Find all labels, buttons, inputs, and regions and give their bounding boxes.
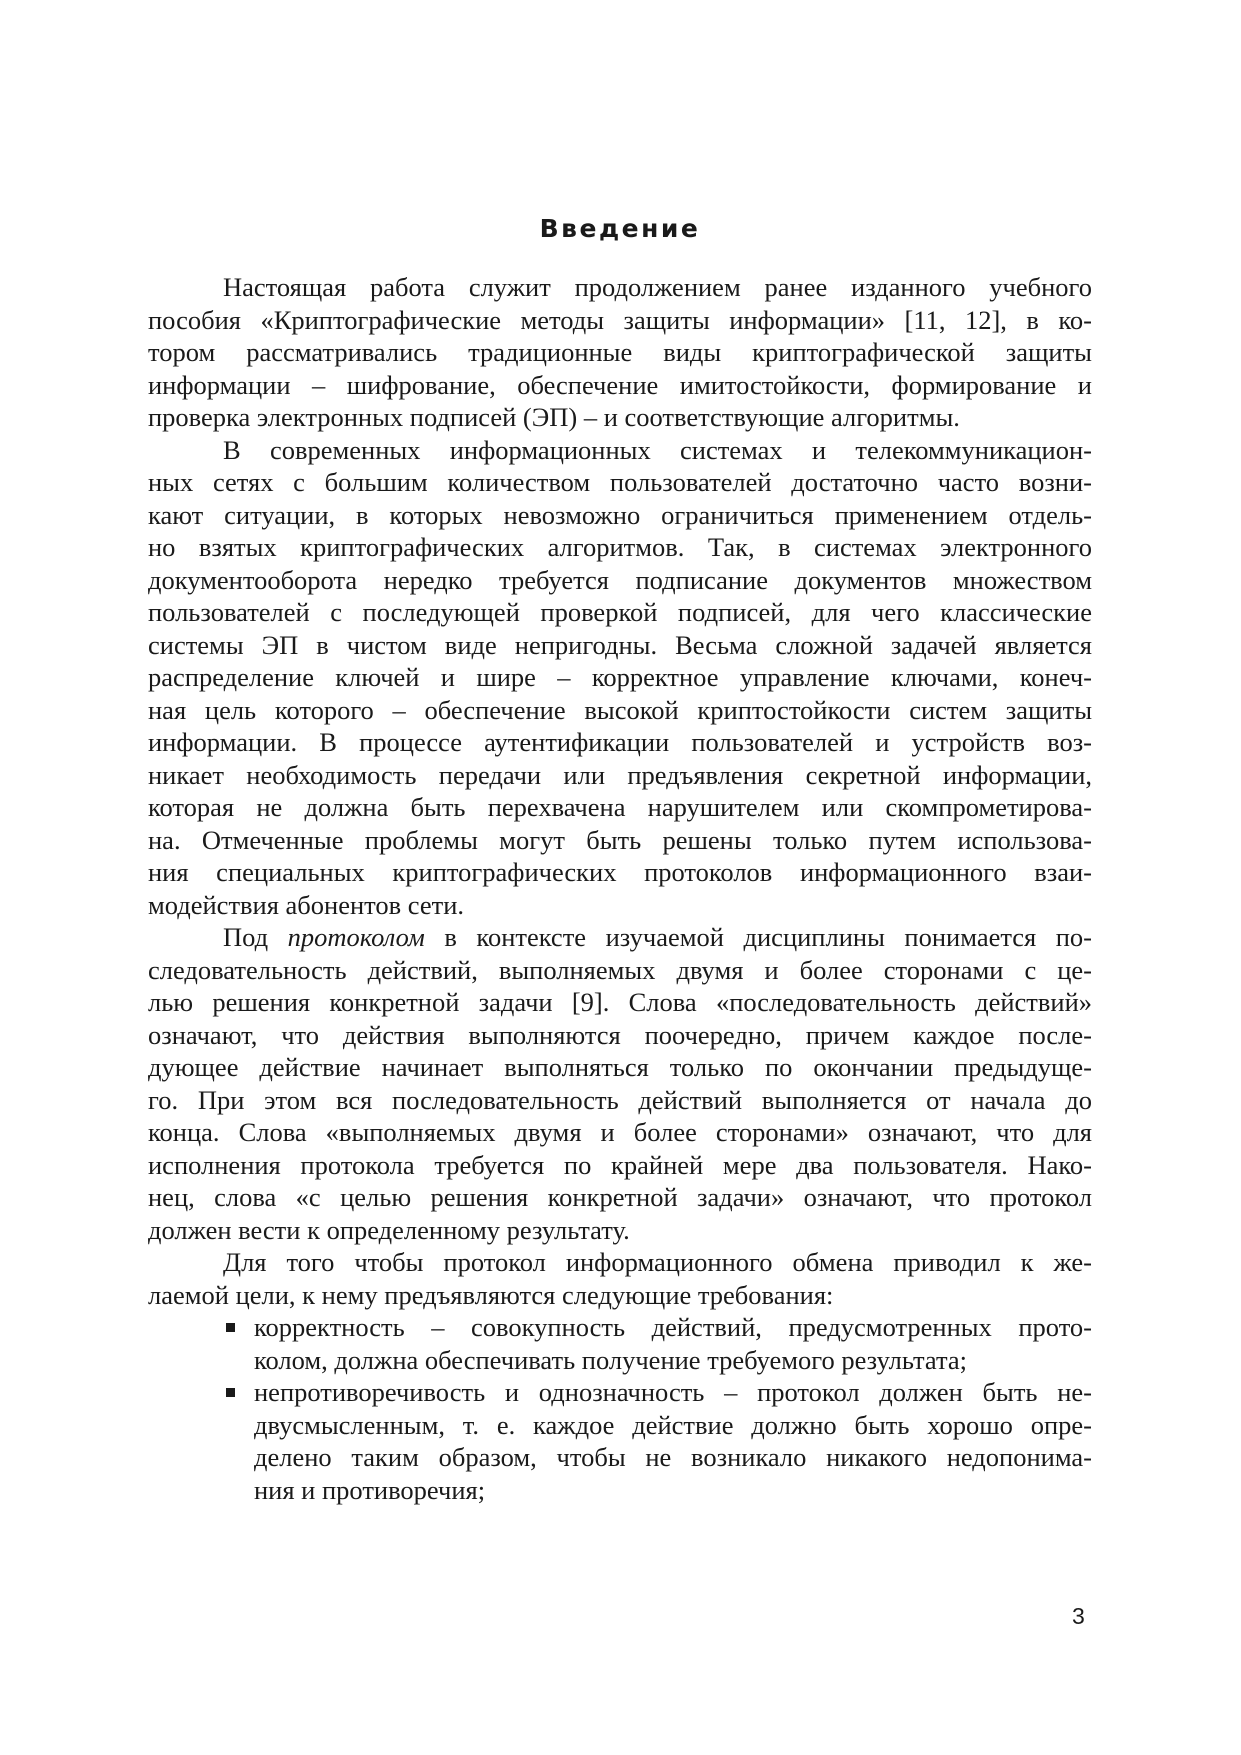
text-line: проверка электронных подписей (ЭП) – и соответствующие алгоритмы. [148,402,960,432]
paragraph [148,1246,1092,1311]
text-line: Для того чтобы протокол информационного обмена приводил к же- [223,1247,1092,1277]
square-bullet-icon [226,1323,235,1332]
paragraph [148,921,1092,1246]
text-line: колом, должна обеспечивать получение требуемого результата; [254,1344,967,1375]
text-line: которая не должна быть перехвачена нарушителем или скомпрометирова- [148,792,1092,822]
text-line: делено таким образом, чтобы не возникало никакого недопонима- [254,1442,1092,1472]
text-line: двусмысленным, т. е. каждое действие должно быть хорошо опре- [254,1409,1092,1440]
text-line: ная цель которого – обеспечение высокой криптостойкости систем защиты [148,694,1092,725]
text-line: следовательность действий, выполняемых двумя и более сторонами с це- [148,954,1092,985]
text-line: но взятых криптографических алгоритмов. Так, в системах электронного [148,532,1092,562]
paragraph [148,271,1092,434]
text-line: ния и противоречия; [254,1474,486,1505]
requirements-list [148,1311,1092,1506]
text-line: корректность – совокупность действий, предусмотренных прото- [254,1312,1092,1342]
text-span: Под [223,922,288,952]
text-line: непротиворечивость и однозначность – протокол должен быть не- [254,1377,1092,1407]
text-line: нец, слова «с целью решения конкретной задачи» означают, что протокол [148,1182,1092,1212]
text-line: конца. Слова «выполняемых двумя и более сторонами» означают, что для [148,1117,1092,1147]
page-number: 3 [1072,1603,1085,1629]
text-line: В современных информационных системах и телекоммуникацион- [223,434,1092,465]
text-line: на. Отмеченные проблемы могут быть решены только путем использова- [148,824,1092,855]
text-line: должен вести к определенному результату. [148,1214,630,1245]
text-line: исполнения протокола требуется по крайней мере два пользователя. Нако- [148,1149,1092,1180]
list-item [148,1311,1092,1376]
text-line: лью решения конкретной задачи [9]. Слова «последовательность действий» [148,987,1092,1017]
text-line: модействия абонентов сети. [148,889,465,920]
text-line: пользователей с последующей проверкой подписей, для чего классические [148,597,1092,627]
text-line: распределение ключей и шире – корректное управление ключами, конеч- [148,662,1092,692]
text-line: информации – шифрование, обеспечение имитостойкости, формирование и [148,369,1092,400]
text-line: информации. В процессе аутентификации пользователей и устройств воз- [148,727,1092,757]
page-title: Введение [539,214,701,243]
text-line: ных сетях с большим количеством пользователей достаточно часто возни- [148,467,1092,497]
text-line: никает необходимость передачи или предъявления секретной информации, [148,759,1092,790]
text-line: дующее действие начинает выполняться только по окончании предыдуще- [148,1052,1092,1082]
text-line: означают, что действия выполняются поочередно, причем каждое после- [148,1019,1092,1050]
text-line [148,921,1092,954]
text-line: ния специальных криптографических протоколов информационного взаи- [148,857,1092,887]
list-item [148,1376,1092,1506]
text-line: пособия «Криптографические методы защиты информации» [11, 12], в ко- [148,304,1092,335]
emphasized-term: протоколом [287,922,425,952]
text-line: лаемой цели, к нему предъявляются следующие требования: [148,1279,834,1310]
paragraph [148,434,1092,922]
text-line: кают ситуации, в которых невозможно ограничиться применением отдель- [148,499,1092,530]
text-line: документооборота нередко требуется подписание документов множеством [148,564,1092,595]
text-line: го. При этом вся последовательность действий выполняется от начала до [148,1084,1092,1115]
document-body [148,271,1092,1506]
text-line: системы ЭП в чистом виде непригодны. Весьма сложной задачей является [148,629,1092,660]
text-line: тором рассматривались традиционные виды криптографической защиты [148,337,1092,367]
square-bullet-icon [226,1388,235,1397]
text-span: в контексте изучаемой дисциплины понимается по- [424,922,1092,952]
text-line: Настоящая работа служит продолжением ранее изданного учебного [223,272,1092,302]
